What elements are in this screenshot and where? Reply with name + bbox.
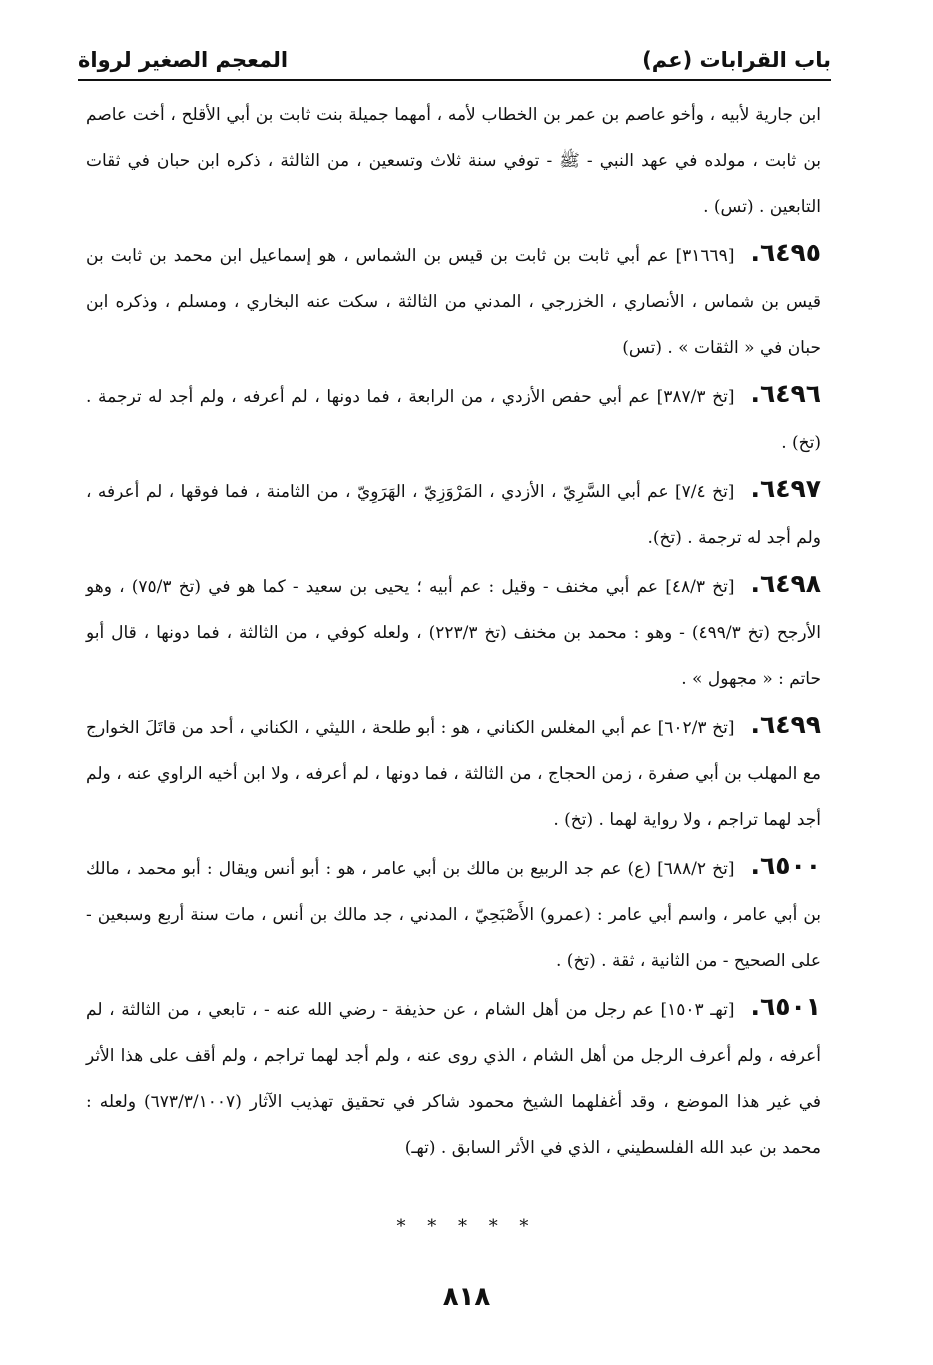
entry-6495 xyxy=(86,230,821,371)
entry-number: ٦٤٩٨. xyxy=(750,569,822,598)
book-title: المعجم الصغير لرواة xyxy=(78,48,289,72)
entry-text: [تخ ٦٠٢/٣] عم أبي المغلس الكناني ، هو : أبو طلحة ، الليثي ، الكناني ، أحد من قاتَلَ الخوارج مع المهلب بن أبي صفرة ، زمن الحجاج ، من الثالثة ، فما دونها ، لم أعرفه ، ولا ابن أخيه الراوي عنه ، ولم أجد لهما تراجم ، ولا رواية لهما . (تخ) . xyxy=(86,718,821,830)
header-rule xyxy=(78,79,831,81)
page-number: ٨١٨ xyxy=(442,1282,491,1312)
entry-text: [تخ ٧/٤] عم أبي السَّرِيّ ، الأزدي ، المَرْوَزِيّ ، الهَرَوِيّ ، من الثامنة ، فما فوقها ، لم أعرفه ، ولم أجد له ترجمة . (تخ). xyxy=(86,482,821,548)
entry-continuation xyxy=(86,92,821,230)
entry-text: [تخ ٤٨/٣] عم أبي مخنف - وقيل : عم أبيه ؛ يحيى بن سعيد - كما هو في (تخ ٧٥/٣) ، وهو الأرجح (تخ ٤٩٩/٣) - وهو : محمد بن مخنف (تخ ٢٢٣/٣) ، ولعله كوفي ، من الثالثة ، فما دونها ، قال أبو حاتم : « مجهول » . xyxy=(86,577,821,689)
entry-text: [تخ ٣٨٧/٣] عم أبي حفص الأزدي ، من الرابعة ، فما دونها ، لم أعرفه ، ولم أجد له ترجمة . (تخ) . xyxy=(86,387,821,453)
entry-number: ٦٤٩٩. xyxy=(750,710,821,739)
entry-text: [تهـ ١٥٠٣] عم رجل من أهل الشام ، عن حذيفة - رضي الله عنه - ، تابعي ، من الثالثة ، لم أعرفه ، ولم أعرف الرجل من أهل الشام ، الذي روى عنه ، ولم أجد لهما تراجم ، ولم أقف على هذا الأثر في غير هذا الموضع ، وقد أغفلهما الشيخ محمود شاكر في تحقيق تهذيب الآثار (٦٧٣/٣/١٠٠٧) ولعله : محمد بن عبد الله الفلسطيني ، الذي في الأثر السابق . (تهـ) xyxy=(86,1000,822,1158)
entry-6496 xyxy=(86,371,821,466)
entry-6500 xyxy=(86,843,821,984)
section-separator: * * * * * xyxy=(396,1216,537,1237)
entry-text: ابن جارية لأبيه ، وأخو عاصم بن عمر بن الخطاب لأمه ، أمهما جميلة بنت ثابت بن أبي الأقلح ، أخت عاصم بن ثابت ، مولده في عهد النبي - ﷺ - توفي سنة ثلاث وتسعين ، من الثالثة ، ذكره ابن حبان في ثقات التابعين . (تس) . xyxy=(86,105,821,217)
entry-6501 xyxy=(86,984,821,1171)
entry-6498 xyxy=(86,561,821,702)
entry-number: ٦٤٩٧. xyxy=(750,474,821,503)
entry-number: ٦٤٩٥. xyxy=(750,238,821,267)
entry-number: ٦٤٩٦. xyxy=(750,379,821,408)
running-header xyxy=(78,28,831,78)
entry-number: ٦٥٠٠. xyxy=(750,851,821,880)
entry-text: [٣١٦٦٩] عم أبي ثابت بن ثابت بن قيس بن الشماس ، هو إسماعيل ابن محمد بن ثابت بن قيس بن شماس ، الأنصاري ، الخزرجي ، المدني من الثالثة ، سكت عنه البخاري ، ومسلم ، وذكره ابن حبان في « الثقات » . (تس) xyxy=(86,246,821,358)
chapter-title: باب القرابات (عم) xyxy=(642,48,831,72)
entry-text: [تخ ٦٨٨/٢] (ع) عم جد الربيع بن مالك بن أبي عامر ، هو : أبو أنس ويقال : أبو محمد ، مالك بن أبي عامر ، واسم أبي عامر : (عمرو) الأَصْبَحِيّ ، المدني ، جد مالك بن أنس ، مات سنة أربع وسبعين - على الصحيح - من الثانية ، ثقة . (تخ) . xyxy=(86,859,821,971)
entry-6499 xyxy=(86,702,821,843)
entry-6497 xyxy=(86,466,821,561)
page-body xyxy=(86,92,821,1171)
entry-number: ٦٥٠١. xyxy=(750,992,821,1021)
